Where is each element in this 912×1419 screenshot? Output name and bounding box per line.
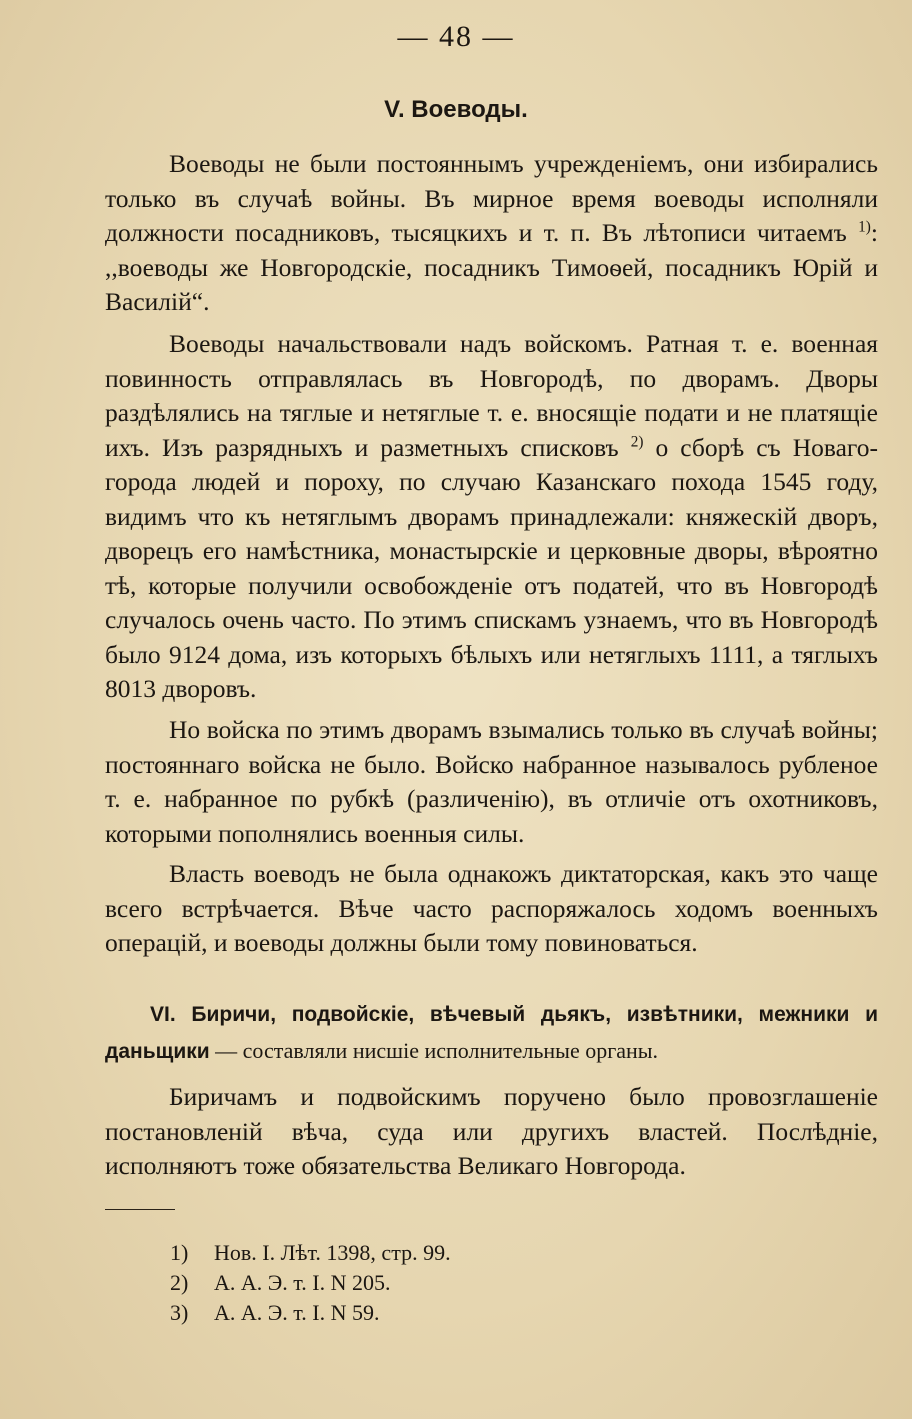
footnote-item [170, 1238, 451, 1268]
footnote-item [170, 1298, 451, 1328]
page-number: — 48 — [397, 20, 515, 53]
paragraph-military-duty [105, 327, 878, 707]
paragraph-authority: Власть воеводъ не была однакожъ диктаторская, какъ это чаще всего встрѣчается. Вѣче часто распоряжалось ходомъ военныхъ операцій, и воеводы должны были тому повиноваться. [105, 859, 878, 957]
paragraph-voevody-intro [105, 147, 878, 320]
footnote-text: А. А. Э. т. I. N 205. [214, 1270, 391, 1295]
paragraph-text: : ,,воеводы же Новгородскіе, посадникъ Тимоѳей, посадникъ Юрій и Василій“. [105, 218, 878, 316]
footnote-reference[interactable]: 2) [630, 433, 644, 450]
footnote-divider [105, 1209, 175, 1210]
footnote-mark: 3) [170, 1300, 189, 1325]
paragraph-text: Воеводы не были постояннымъ учрежденіемъ, они избирались только въ случаѣ войны. Въ мирное время воеводы исполняли должности посадниковъ, тысяцкихъ и т. п. Въ лѣтописи читаемъ [105, 149, 878, 247]
footnote-text: Нов. I. Лѣт. 1398, стр. 99. [214, 1240, 451, 1265]
section-heading-vi [105, 996, 878, 1070]
footnote-mark: 2) [170, 1270, 189, 1295]
footnote-reference[interactable]: 1) [858, 218, 871, 236]
paragraph-text: Воеводы начальствовали надъ войскомъ. Ратная т. е. военная повинность отправлялась въ Новгородѣ, по дворамъ. Дворы раздѣлялись на тяглые и нетяглые т. е. вносящіе подати и не платящіе ихъ. Изъ разрядныхъ и разметныхъ списковъ [105, 329, 878, 462]
paragraph-birichi: Биричамъ и подвойскимъ поручено было провозглашеніе постановленій вѣча, суда или другихъ властей. Послѣдніе, исполняютъ тоже обязательства Великаго Новгорода. [105, 1082, 878, 1180]
paragraph-troops: Но войска по этимъ дворамъ взымались только въ случаѣ войны; постояннаго войска не было. Войско набранное называлось рубленое т. е. набранное по рубкѣ (различенію), въ отличіе отъ охотниковъ, которыми пополнялись военныя силы. [105, 715, 878, 848]
footnote-item [170, 1268, 451, 1298]
paragraph-text: о сборѣ съ Новаго-города людей и пороху, по случаю Казанскаго похода 1545 году, видимъ что къ нетяглымъ дворамъ принадлежали: княжескій дворъ, дворецъ его намѣстника, монастырскіе и церковные дворы, вѣроятно тѣ, которые получили освобожденіе отъ податей, что въ Новгородѣ случалось очень часто. По этимъ спискамъ узнаемъ, что въ Новгородѣ было 9124 дома, изъ которыхъ бѣлыхъ или нетяглыхъ 1111, а тяглыхъ 8013 дворовъ. [105, 432, 878, 703]
footnotes [170, 1238, 451, 1328]
section-heading-v: V. Воеводы. [384, 96, 528, 123]
footnote-text: А. А. Э. т. I. N 59. [214, 1300, 380, 1325]
footnote-mark: 1) [170, 1240, 189, 1265]
section-heading-vi-title: VI. Биричи, подвойскіе, вѣчевый дьякъ, извѣтники, межники и даньщики [105, 1003, 878, 1063]
section-heading-vi-subtitle: — составляли нисшіе исполнительные органы. [209, 1038, 659, 1063]
